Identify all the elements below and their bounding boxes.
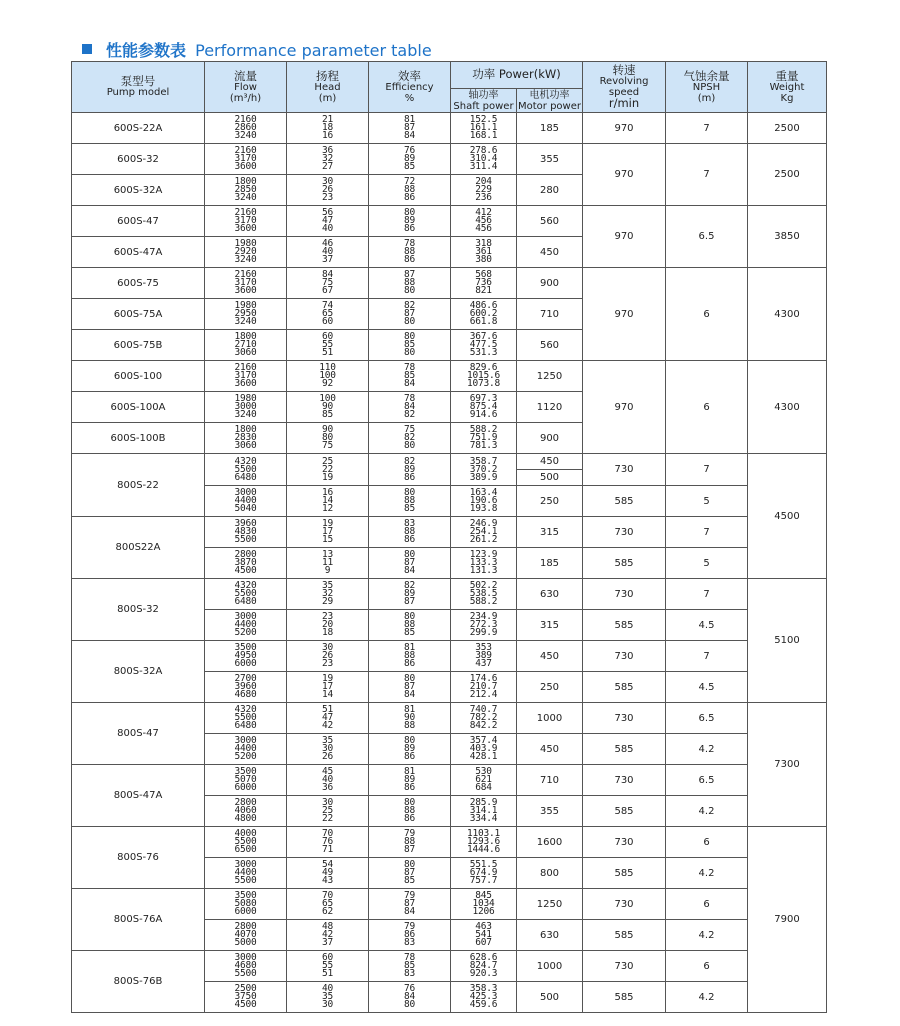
shaft-power-cell: 740.7 782.2 842.2 xyxy=(451,703,517,734)
speed-cell: 970 xyxy=(583,361,666,454)
table-row xyxy=(72,951,827,982)
shaft-power-cell: 486.6 600.2 661.8 xyxy=(451,299,517,330)
head-cell: 30 26 23 xyxy=(287,641,369,672)
head-cell: 56 47 40 xyxy=(287,206,369,237)
efficiency-cell: 81 89 86 xyxy=(369,765,451,796)
motor-power-cell: 710 xyxy=(517,765,583,796)
speed-cell: 970 xyxy=(583,144,666,206)
col-header-head: 扬程 Head (m) xyxy=(287,62,369,113)
flow-cell: 2800 4060 4800 xyxy=(205,796,287,827)
flow-cell: 4000 5500 6500 xyxy=(205,827,287,858)
flow-cell: 2160 2860 3240 xyxy=(205,113,287,144)
npsh-cell: 4.2 xyxy=(666,796,748,827)
shaft-power-cell: 246.9 254.1 261.2 xyxy=(451,517,517,548)
efficiency-cell: 76 89 85 xyxy=(369,144,451,175)
pump-model-cell: 600S-75 xyxy=(72,268,205,299)
table-row xyxy=(72,113,827,144)
head-cell: 16 14 12 xyxy=(287,486,369,517)
head-cell: 100 90 85 xyxy=(287,392,369,423)
npsh-cell: 5 xyxy=(666,486,748,517)
weight-cell: 3850 xyxy=(748,206,827,268)
motor-power-cell: 1600 xyxy=(517,827,583,858)
speed-cell: 730 xyxy=(583,641,666,672)
flow-cell: 2160 3170 3600 xyxy=(205,144,287,175)
motor-power-cell: 800 xyxy=(517,858,583,889)
pump-model-cell: 600S-100A xyxy=(72,392,205,423)
speed-cell: 730 xyxy=(583,889,666,920)
speed-cell: 970 xyxy=(583,268,666,361)
shaft-power-cell: 829.6 1015.6 1073.8 xyxy=(451,361,517,392)
flow-cell: 1800 2850 3240 xyxy=(205,175,287,206)
pump-model-cell: 800S-22 xyxy=(72,454,205,517)
head-cell: 13 11 9 xyxy=(287,548,369,579)
shaft-power-cell: 628.6 824.7 920.3 xyxy=(451,951,517,982)
head-cell: 35 30 26 xyxy=(287,734,369,765)
head-cell: 40 35 30 xyxy=(287,982,369,1013)
head-cell: 36 32 27 xyxy=(287,144,369,175)
pump-model-cell: 800S-47A xyxy=(72,765,205,827)
speed-cell: 585 xyxy=(583,610,666,641)
shaft-power-cell: 463 541 607 xyxy=(451,920,517,951)
motor-power-cell: 1000 xyxy=(517,951,583,982)
efficiency-cell: 81 87 84 xyxy=(369,113,451,144)
efficiency-cell: 78 85 83 xyxy=(369,951,451,982)
npsh-cell: 7 xyxy=(666,144,748,206)
col-header-power: 功率 Power(kW) xyxy=(451,62,583,89)
pump-model-cell: 800S-47 xyxy=(72,703,205,765)
speed-cell: 585 xyxy=(583,734,666,765)
efficiency-cell: 81 88 86 xyxy=(369,641,451,672)
motor-power-cell: 450 500 xyxy=(517,454,583,486)
col-header-shaft-power: 轴功率 Shaft power xyxy=(451,89,517,113)
flow-cell: 1800 2830 3060 xyxy=(205,423,287,454)
shaft-power-cell: 204 229 236 xyxy=(451,175,517,206)
shaft-power-cell: 358.7 370.2 389.9 xyxy=(451,454,517,486)
shaft-power-cell: 412 456 456 xyxy=(451,206,517,237)
efficiency-cell: 80 88 86 xyxy=(369,796,451,827)
flow-cell: 2800 3870 4500 xyxy=(205,548,287,579)
pump-model-cell: 600S-100 xyxy=(72,361,205,392)
head-cell: 90 80 75 xyxy=(287,423,369,454)
pump-model-cell: 800S-76A xyxy=(72,889,205,951)
motor-power-cell: 250 xyxy=(517,486,583,517)
table-row xyxy=(72,206,827,237)
efficiency-cell: 87 88 80 xyxy=(369,268,451,299)
pump-model-cell: 800S22A xyxy=(72,517,205,579)
pump-model-cell: 800S-76 xyxy=(72,827,205,889)
col-header-speed: 转速 Revolving speed r/min xyxy=(583,62,666,113)
motor-power-cell: 355 xyxy=(517,796,583,827)
speed-cell: 970 xyxy=(583,113,666,144)
head-cell: 19 17 15 xyxy=(287,517,369,548)
head-cell: 35 32 29 xyxy=(287,579,369,610)
npsh-cell: 6 xyxy=(666,951,748,982)
flow-cell: 4320 5500 6480 xyxy=(205,579,287,610)
pump-model-cell: 600S-47A xyxy=(72,237,205,268)
flow-cell: 2800 4070 5000 xyxy=(205,920,287,951)
shaft-power-cell: 845 1034 1206 xyxy=(451,889,517,920)
shaft-power-cell: 353 389 437 xyxy=(451,641,517,672)
motor-power-cell: 315 xyxy=(517,517,583,548)
speed-cell: 585 xyxy=(583,920,666,951)
head-cell: 110 100 92 xyxy=(287,361,369,392)
weight-cell: 7300 xyxy=(748,703,827,827)
head-cell: 51 47 42 xyxy=(287,703,369,734)
npsh-cell: 7 xyxy=(666,113,748,144)
efficiency-cell: 80 87 84 xyxy=(369,672,451,703)
head-cell: 23 20 18 xyxy=(287,610,369,641)
shaft-power-cell: 163.4 190.6 193.8 xyxy=(451,486,517,517)
head-cell: 74 65 60 xyxy=(287,299,369,330)
head-cell: 30 25 22 xyxy=(287,796,369,827)
col-header-motor-power: 电机功率 Motor power xyxy=(518,89,581,112)
pump-model-cell: 600S-75A xyxy=(72,299,205,330)
shaft-power-cell: 234.9 272.3 299.9 xyxy=(451,610,517,641)
flow-cell: 2160 3170 3600 xyxy=(205,268,287,299)
col-header-npsh: 气蚀余量 NPSH (m) xyxy=(666,62,748,113)
speed-cell: 730 xyxy=(583,517,666,548)
speed-cell: 585 xyxy=(583,858,666,889)
flow-cell: 3000 4400 5200 xyxy=(205,734,287,765)
motor-power-cell: 280 xyxy=(517,175,583,206)
shaft-power-cell: 357.4 403.9 428.1 xyxy=(451,734,517,765)
table-row xyxy=(72,765,827,796)
table-row xyxy=(72,268,827,299)
flow-cell: 3000 4400 5040 xyxy=(205,486,287,517)
flow-cell: 4320 5500 6480 xyxy=(205,703,287,734)
motor-power-cell: 560 xyxy=(517,330,583,361)
shaft-power-cell: 502.2 538.5 588.2 xyxy=(451,579,517,610)
efficiency-cell: 80 85 80 xyxy=(369,330,451,361)
npsh-cell: 4.5 xyxy=(666,672,748,703)
table-row xyxy=(72,454,827,486)
shaft-power-cell: 174.6 210.7 212.4 xyxy=(451,672,517,703)
flow-cell: 1980 2920 3240 xyxy=(205,237,287,268)
col-header-model: 泵型号 Pump model xyxy=(72,62,205,113)
shaft-power-cell: 588.2 751.9 781.3 xyxy=(451,423,517,454)
col-header-efficiency: 效率 Efficiency % xyxy=(369,62,451,113)
motor-power-cell: 630 xyxy=(517,920,583,951)
head-cell: 84 75 67 xyxy=(287,268,369,299)
head-cell: 60 55 51 xyxy=(287,330,369,361)
motor-power-cell: 315 xyxy=(517,610,583,641)
flow-cell: 3000 4680 5500 xyxy=(205,951,287,982)
motor-power-cell: 500 xyxy=(517,982,583,1013)
weight-cell: 5100 xyxy=(748,579,827,703)
shaft-power-cell: 697.3 875.4 914.6 xyxy=(451,392,517,423)
pump-model-cell: 600S-32 xyxy=(72,144,205,175)
flow-cell: 1980 3000 3240 xyxy=(205,392,287,423)
npsh-cell: 4.5 xyxy=(666,610,748,641)
head-cell: 25 22 19 xyxy=(287,454,369,486)
flow-cell: 2160 3170 3600 xyxy=(205,361,287,392)
npsh-cell: 6 xyxy=(666,268,748,361)
motor-power-cell: 1250 xyxy=(517,361,583,392)
table-title xyxy=(82,38,432,60)
efficiency-cell: 80 87 85 xyxy=(369,858,451,889)
npsh-cell: 6 xyxy=(666,889,748,920)
pump-model-cell: 600S-75B xyxy=(72,330,205,361)
npsh-cell: 7 xyxy=(666,454,748,486)
efficiency-cell: 80 89 86 xyxy=(369,206,451,237)
flow-cell: 2500 3750 4500 xyxy=(205,982,287,1013)
title-en: Performance parameter table xyxy=(195,40,432,60)
motor-power-cell: 900 xyxy=(517,268,583,299)
pump-model-cell: 600S-32A xyxy=(72,175,205,206)
shaft-power-cell: 367.6 477.5 531.3 xyxy=(451,330,517,361)
efficiency-cell: 82 87 80 xyxy=(369,299,451,330)
head-cell: 48 42 37 xyxy=(287,920,369,951)
table-row xyxy=(72,641,827,672)
flow-cell: 3000 4400 5200 xyxy=(205,610,287,641)
efficiency-cell: 80 87 84 xyxy=(369,548,451,579)
motor-power-cell: 560 xyxy=(517,206,583,237)
npsh-cell: 6.5 xyxy=(666,206,748,268)
col-header-flow: 流量 Flow (m³/h) xyxy=(205,62,287,113)
table-row xyxy=(72,579,827,610)
speed-cell: 585 xyxy=(583,672,666,703)
npsh-cell: 6.5 xyxy=(666,703,748,734)
shaft-power-cell: 278.6 310.4 311.4 xyxy=(451,144,517,175)
speed-cell: 585 xyxy=(583,486,666,517)
efficiency-cell: 83 88 86 xyxy=(369,517,451,548)
motor-power-cell: 710 xyxy=(517,299,583,330)
head-cell: 19 17 14 xyxy=(287,672,369,703)
table-row xyxy=(72,361,827,392)
flow-cell: 3500 5070 6000 xyxy=(205,765,287,796)
motor-power-cell: 1000 xyxy=(517,703,583,734)
table-row xyxy=(72,889,827,920)
shaft-power-cell: 530 621 684 xyxy=(451,765,517,796)
npsh-cell: 4.2 xyxy=(666,920,748,951)
motor-power-cell: 1250 xyxy=(517,889,583,920)
efficiency-cell: 72 88 86 xyxy=(369,175,451,206)
head-cell: 60 55 51 xyxy=(287,951,369,982)
weight-cell: 4300 xyxy=(748,361,827,454)
motor-power-cell: 450 xyxy=(517,641,583,672)
head-cell: 45 40 36 xyxy=(287,765,369,796)
table-row xyxy=(72,144,827,175)
efficiency-cell: 80 88 85 xyxy=(369,486,451,517)
pump-model-cell: 800S-76B xyxy=(72,951,205,1013)
efficiency-cell: 82 89 87 xyxy=(369,579,451,610)
pump-model-cell: 600S-100B xyxy=(72,423,205,454)
motor-power-cell: 630 xyxy=(517,579,583,610)
speed-cell: 730 xyxy=(583,454,666,486)
flow-cell: 3000 4400 5500 xyxy=(205,858,287,889)
flow-cell: 2160 3170 3600 xyxy=(205,206,287,237)
npsh-cell: 4.2 xyxy=(666,858,748,889)
flow-cell: 1800 2710 3060 xyxy=(205,330,287,361)
head-cell: 21 18 16 xyxy=(287,113,369,144)
head-cell: 46 40 37 xyxy=(287,237,369,268)
efficiency-cell: 80 89 86 xyxy=(369,734,451,765)
weight-cell: 7900 xyxy=(748,827,827,1013)
efficiency-cell: 80 88 85 xyxy=(369,610,451,641)
flow-cell: 3500 5080 6000 xyxy=(205,889,287,920)
motor-power-cell: 1120 xyxy=(517,392,583,423)
flow-cell: 4320 5500 6480 xyxy=(205,454,287,486)
col-header-weight: 重量 Weight Kg xyxy=(748,62,827,113)
table-row xyxy=(72,703,827,734)
motor-power-cell: 900 xyxy=(517,423,583,454)
speed-cell: 730 xyxy=(583,951,666,982)
motor-power-cell: 250 xyxy=(517,672,583,703)
speed-cell: 730 xyxy=(583,703,666,734)
performance-table xyxy=(71,61,827,1013)
speed-cell: 730 xyxy=(583,765,666,796)
shaft-power-cell: 551.5 674.9 757.7 xyxy=(451,858,517,889)
speed-cell: 585 xyxy=(583,982,666,1013)
table-body xyxy=(72,113,827,1013)
speed-cell: 730 xyxy=(583,579,666,610)
shaft-power-cell: 358.3 425.3 459.6 xyxy=(451,982,517,1013)
npsh-cell: 6.5 xyxy=(666,765,748,796)
flow-cell: 3500 4950 6000 xyxy=(205,641,287,672)
flow-cell: 2700 3960 4680 xyxy=(205,672,287,703)
head-cell: 70 65 62 xyxy=(287,889,369,920)
shaft-power-cell: 1103.1 1293.6 1444.6 xyxy=(451,827,517,858)
weight-cell: 2500 xyxy=(748,144,827,206)
efficiency-cell: 76 84 80 xyxy=(369,982,451,1013)
efficiency-cell: 79 86 83 xyxy=(369,920,451,951)
table-row xyxy=(72,517,827,548)
head-cell: 30 26 23 xyxy=(287,175,369,206)
npsh-cell: 7 xyxy=(666,579,748,610)
head-cell: 70 76 71 xyxy=(287,827,369,858)
table-row xyxy=(72,827,827,858)
efficiency-cell: 78 84 82 xyxy=(369,392,451,423)
flow-cell: 3960 4830 5500 xyxy=(205,517,287,548)
efficiency-cell: 78 85 84 xyxy=(369,361,451,392)
npsh-cell: 7 xyxy=(666,641,748,672)
npsh-cell: 4.2 xyxy=(666,982,748,1013)
motor-power-cell: 185 xyxy=(517,113,583,144)
speed-cell: 970 xyxy=(583,206,666,268)
shaft-power-cell: 568 736 821 xyxy=(451,268,517,299)
motor-power-cell: 355 xyxy=(517,144,583,175)
efficiency-cell: 78 88 86 xyxy=(369,237,451,268)
title-cn: 性能参数表 xyxy=(106,40,187,60)
speed-cell: 730 xyxy=(583,827,666,858)
efficiency-cell: 79 87 84 xyxy=(369,889,451,920)
efficiency-cell: 75 82 80 xyxy=(369,423,451,454)
weight-cell: 4300 xyxy=(748,268,827,361)
efficiency-cell: 82 89 86 xyxy=(369,454,451,486)
shaft-power-cell: 123.9 133.3 131.3 xyxy=(451,548,517,579)
npsh-cell: 6 xyxy=(666,361,748,454)
npsh-cell: 5 xyxy=(666,548,748,579)
weight-cell: 4500 xyxy=(748,454,827,579)
title-bullet-icon xyxy=(82,44,92,54)
weight-cell: 2500 xyxy=(748,113,827,144)
npsh-cell: 4.2 xyxy=(666,734,748,765)
flow-cell: 1980 2950 3240 xyxy=(205,299,287,330)
npsh-cell: 6 xyxy=(666,827,748,858)
npsh-cell: 7 xyxy=(666,517,748,548)
pump-model-cell: 600S-22A xyxy=(72,113,205,144)
shaft-power-cell: 152.5 161.1 168.1 xyxy=(451,113,517,144)
head-cell: 54 49 43 xyxy=(287,858,369,889)
pump-model-cell: 600S-47 xyxy=(72,206,205,237)
speed-cell: 585 xyxy=(583,548,666,579)
motor-power-cell: 185 xyxy=(517,548,583,579)
efficiency-cell: 79 88 87 xyxy=(369,827,451,858)
speed-cell: 585 xyxy=(583,796,666,827)
shaft-power-cell: 318 361 380 xyxy=(451,237,517,268)
motor-power-cell: 450 xyxy=(517,237,583,268)
pump-model-cell: 800S-32A xyxy=(72,641,205,703)
efficiency-cell: 81 90 88 xyxy=(369,703,451,734)
shaft-power-cell: 285.9 314.1 334.4 xyxy=(451,796,517,827)
pump-model-cell: 800S-32 xyxy=(72,579,205,641)
motor-power-cell: 450 xyxy=(517,734,583,765)
